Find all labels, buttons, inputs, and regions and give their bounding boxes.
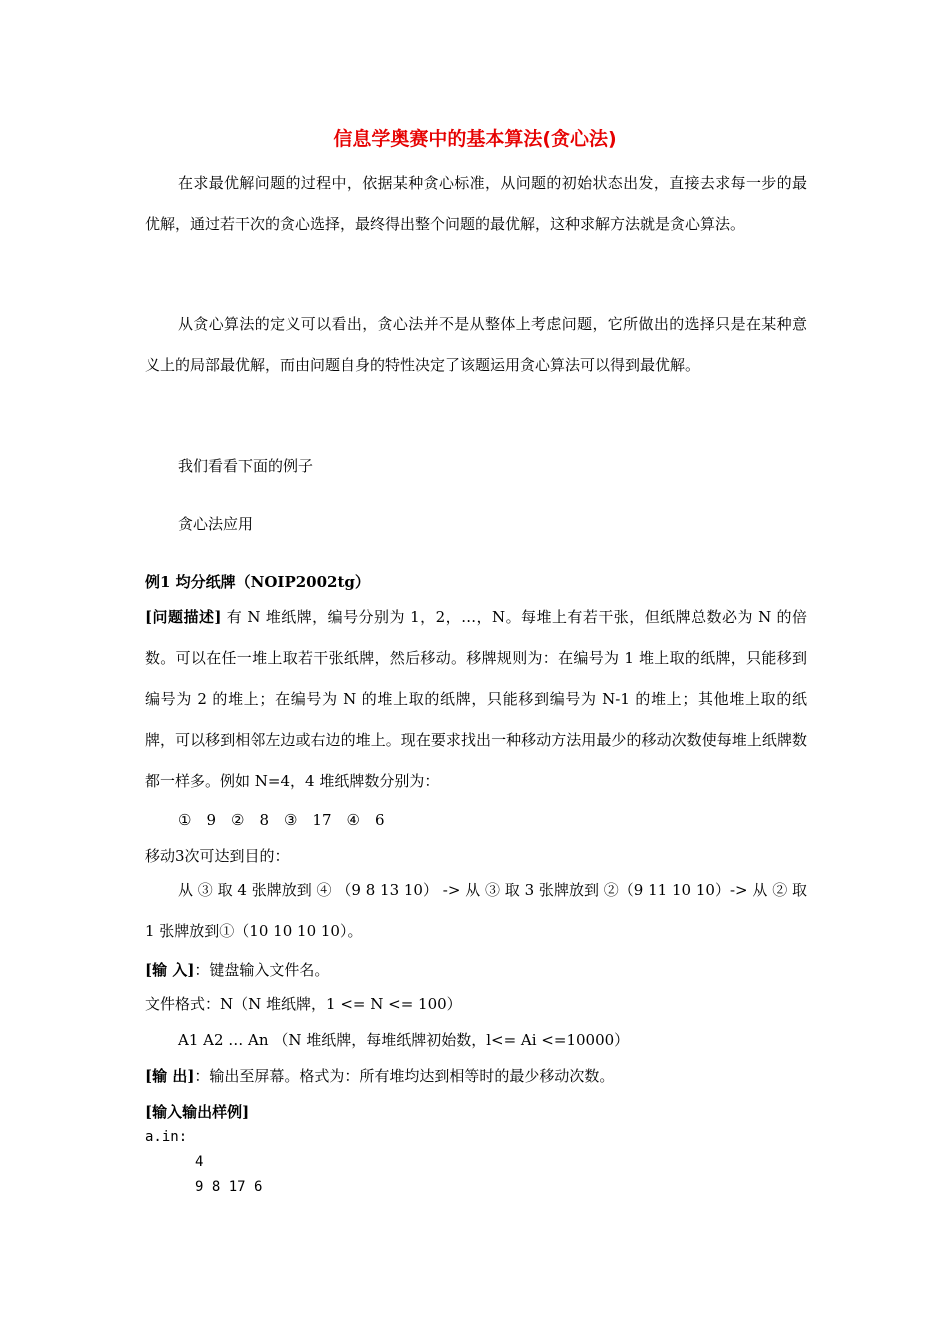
input-text: ：键盘输入文件名。 xyxy=(194,961,330,979)
moves-description: 从 ③ 取 4 张牌放到 ④ （9 8 13 10） -> 从 ③ 取 3 张牌放到 ②（9 11 10 10）-> 从 ② 取 1 张牌放到①（10 10 10 10）。 xyxy=(145,881,807,940)
intro-paragraph-3: 我们看看下面的例子 xyxy=(178,457,314,475)
problem-description-label: [问题描述] xyxy=(145,608,222,626)
problem-description xyxy=(145,597,807,802)
moves-intro: 移动3次可达到目的： xyxy=(145,847,290,865)
input-section xyxy=(145,960,329,980)
intro-paragraph-2: 从贪心算法的定义可以看出，贪心法并不是从整体上考虑问题，它所做出的选择只是在某种意义上的局部最优解，而由问题自身的特性决定了该题运用贪心算法可以得到最优解。 xyxy=(145,315,807,374)
file-format-line-1: 文件格式：N（N 堆纸牌，1 <= N <= 100） xyxy=(145,995,462,1013)
section-label: 贪心法应用 xyxy=(178,515,254,533)
output-text: ：输出至屏幕。格式为：所有堆均达到相等时的最少移动次数。 xyxy=(194,1067,615,1085)
sample-file-name: a.in: xyxy=(145,1129,188,1145)
pile-values: ① 9 ② 8 ③ 17 ④ 6 xyxy=(178,811,385,829)
output-label: [输 出] xyxy=(145,1067,195,1085)
page-title: 信息学奥赛中的基本算法(贪心法) xyxy=(333,128,617,150)
intro-paragraph-1: 在求最优解问题的过程中，依据某种贪心标准，从问题的初始状态出发，直接去求每一步的最优解，通过若干次的贪心选择，最终得出整个问题的最优解，这种求解方法就是贪心算法。 xyxy=(145,174,807,233)
file-format-line-2: A1 A2 … An （N 堆纸牌，每堆纸牌初始数，l<= Ai <=10000） xyxy=(178,1031,630,1049)
sample-line-2: 9 8 17 6 xyxy=(195,1179,263,1195)
example-heading: 例1 均分纸牌（NOIP2002tg） xyxy=(145,573,370,591)
output-section xyxy=(145,1066,614,1086)
sample-line-1: 4 xyxy=(195,1154,204,1170)
input-label: [输 入] xyxy=(145,961,195,979)
sample-heading: [输入输出样例] xyxy=(145,1103,250,1121)
problem-description-text: 有 N 堆纸牌，编号分别为 1，2，…，N。每堆上有若干张，但纸牌总数必为 N 的倍数。可以在任一堆上取若干张纸牌，然后移动。移牌规则为：在编号为 1 堆上取的纸牌，只能移到编号为 2 的堆上；在编号为 N 的堆上取的纸牌，只能移到编号为 N-1 的堆上；其他堆上取的纸牌，可以移到相邻左边或右边的堆上。现在要求找出一种移动方法用最少的移动次数使每堆上纸牌数都一样多。例如 N=4，4 堆纸牌数分别为： xyxy=(145,608,807,790)
